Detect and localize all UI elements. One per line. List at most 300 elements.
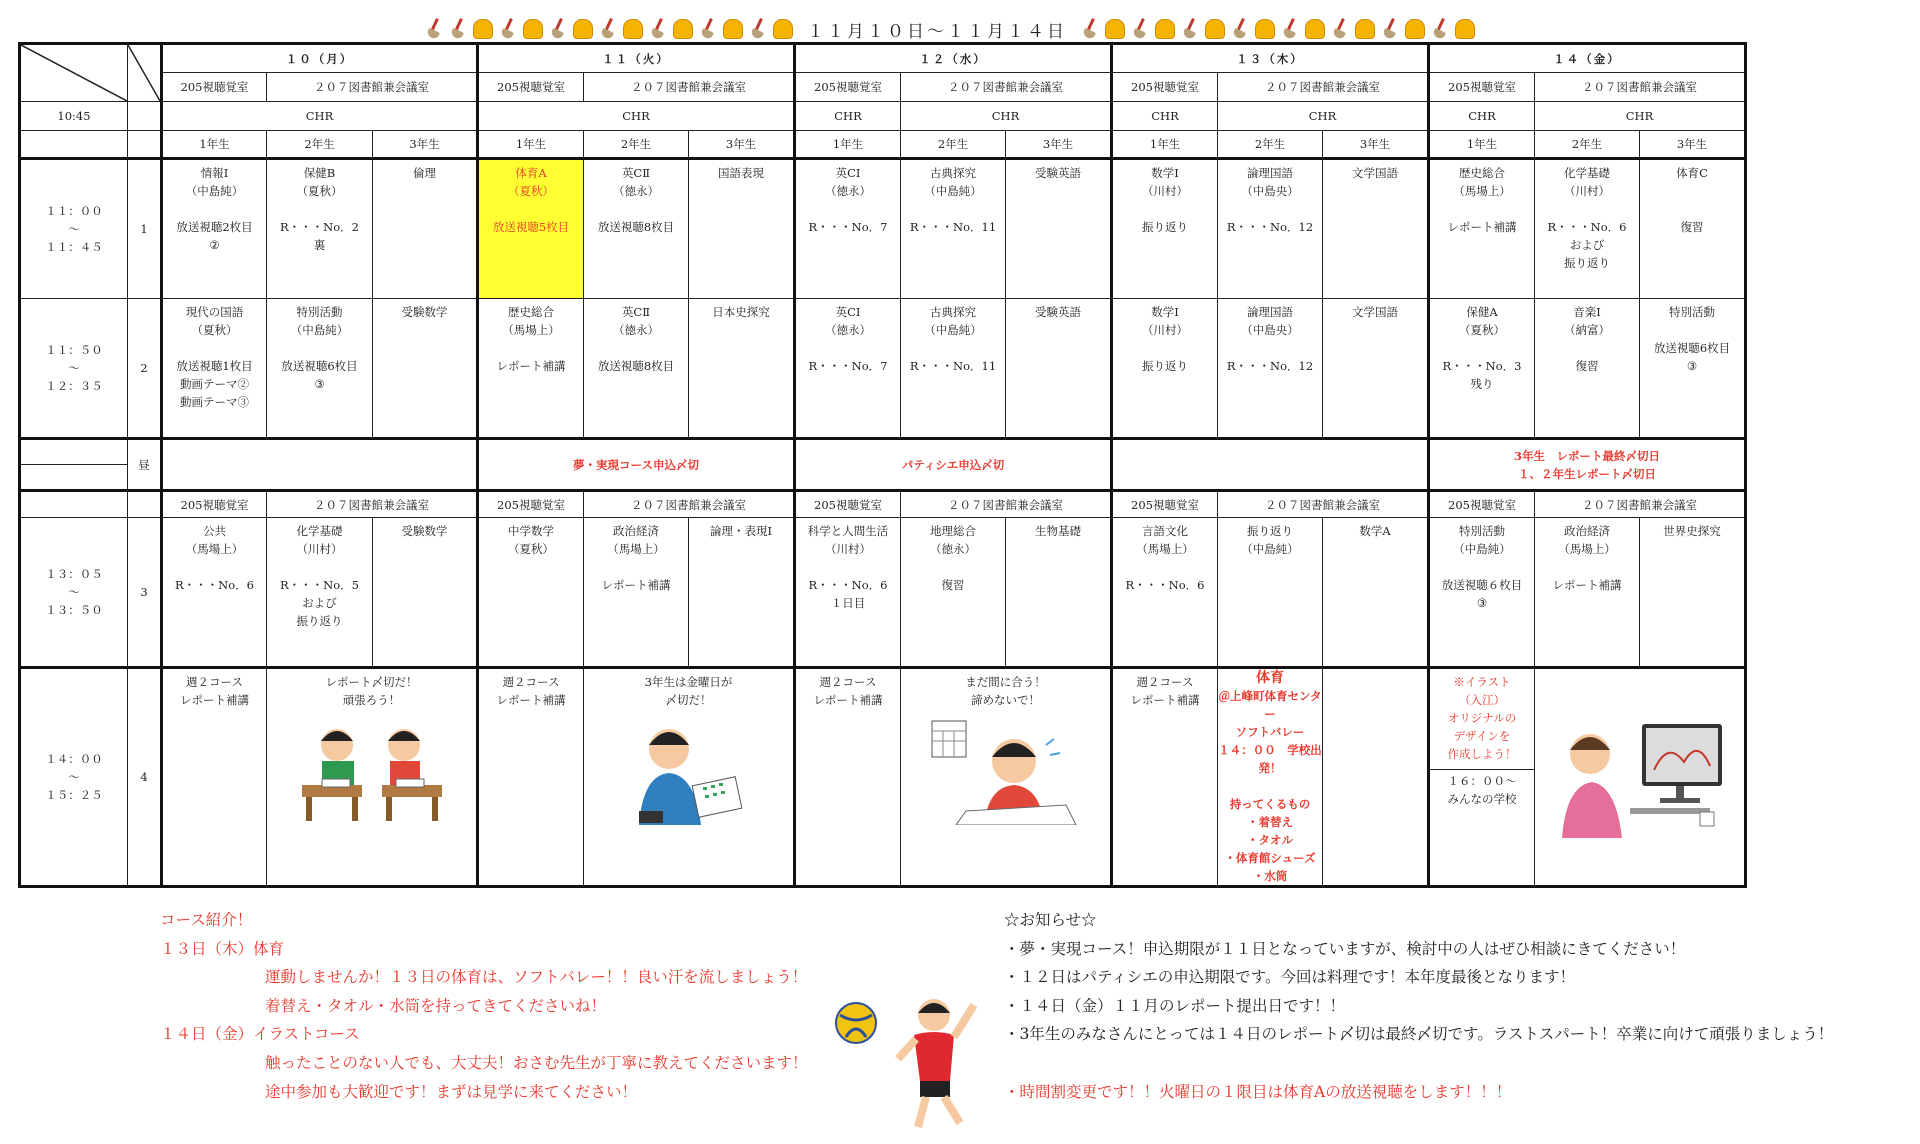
room-header: ２０７図書館兼会議室 bbox=[1218, 73, 1429, 102]
broom-icon bbox=[749, 18, 767, 40]
lesson-line bbox=[796, 200, 900, 218]
lesson-line bbox=[1113, 339, 1217, 357]
broom-icon bbox=[599, 18, 617, 40]
chr-cell: CHR bbox=[1535, 102, 1746, 131]
lesson-line: R・・・No．11 bbox=[909, 220, 997, 234]
broom-icon bbox=[549, 18, 567, 40]
lesson-line: 動画テーマ② bbox=[180, 377, 249, 391]
notice-item-important: ・時間割変更です！！火曜日の１限目は体育Aの放送視聴をします！！！ bbox=[1004, 1082, 1512, 1101]
bell-icon bbox=[473, 19, 493, 39]
room-header: 205視聴覚室 bbox=[1429, 491, 1535, 518]
course-line: レポート補講 bbox=[1130, 693, 1200, 707]
p4-message-tue bbox=[584, 668, 795, 887]
lesson-line: 古典探究 bbox=[930, 166, 976, 180]
lesson-line: 保健A bbox=[1466, 305, 1498, 319]
lesson-cell bbox=[1323, 159, 1429, 299]
lesson-line: 言語文化 bbox=[1142, 524, 1188, 538]
p4-illust-fri bbox=[1429, 668, 1535, 887]
notice-item: ・１４日（金）１１月のレポート提出日です！！ bbox=[1004, 996, 1346, 1015]
bell-icon bbox=[1205, 19, 1225, 39]
lunch-note-fri bbox=[1429, 439, 1746, 491]
lesson-cell bbox=[373, 518, 478, 668]
lesson-line: 化学基礎 bbox=[296, 524, 343, 538]
pe-line: １４：００ 学校出発！ bbox=[1218, 743, 1322, 775]
lesson-line: 地理総合 bbox=[930, 524, 976, 538]
lesson-cell bbox=[1218, 159, 1323, 299]
time-start: １１：００ bbox=[45, 204, 103, 218]
lesson-cell bbox=[267, 299, 373, 439]
lesson-line: 論理国語 bbox=[1247, 305, 1293, 319]
diagonal-line bbox=[21, 45, 127, 101]
pe-line: ・着替え bbox=[1247, 815, 1293, 829]
lesson-cell bbox=[1006, 299, 1112, 439]
lesson-line: 英CⅡ bbox=[621, 166, 651, 180]
lesson-line: 現代の国語 bbox=[185, 305, 244, 319]
lesson-line: 振り返り bbox=[1247, 524, 1293, 538]
pe-line: ソフトバレー bbox=[1235, 725, 1305, 739]
notice-item: ・１２日はパティシエの申込期限です。今回は料理です！本年度最後となります！ bbox=[1004, 968, 1576, 987]
bell-icon bbox=[1105, 19, 1125, 39]
lesson-line: 体育C bbox=[1676, 166, 1708, 180]
lesson-cell bbox=[1112, 299, 1218, 439]
notice-title: ☆お知らせ☆ bbox=[1004, 911, 1097, 929]
time-sep: 〜 bbox=[68, 361, 80, 375]
empty-cell bbox=[20, 131, 128, 159]
lesson-line: 中学数学 bbox=[508, 524, 554, 538]
pe-line: ＠上峰町体育センター bbox=[1218, 689, 1322, 721]
p4-pe-info-thu bbox=[1218, 668, 1323, 887]
lesson-cell bbox=[901, 518, 1006, 668]
lesson-cell bbox=[1535, 299, 1640, 439]
time-sep: 〜 bbox=[68, 585, 80, 599]
course-line: 週２コース bbox=[1136, 675, 1194, 689]
p4-message-wed bbox=[901, 668, 1112, 887]
lesson-line: 放送視聴6枚目 bbox=[1653, 341, 1731, 355]
notice-item: ・3年生のみなさんにとっては１４日のレポート〆切は最終〆切です。ラストスパート！卒業に向けて頑張りましょう！ bbox=[1004, 1025, 1834, 1044]
intro-line: 着替え・タオル・水筒を持ってきてくださいね！ bbox=[265, 996, 607, 1015]
bell-icon bbox=[1455, 19, 1475, 39]
lesson-line: R・・・No．5 bbox=[280, 578, 359, 592]
p4-course-mon bbox=[162, 668, 267, 887]
empty-cell bbox=[20, 491, 128, 518]
empty-cell bbox=[20, 439, 128, 465]
lesson-cell bbox=[689, 159, 795, 299]
lesson-line bbox=[479, 339, 583, 357]
lesson-cell bbox=[795, 518, 901, 668]
lesson-line: ③ bbox=[314, 377, 325, 391]
grade-header: 3年生 bbox=[689, 131, 795, 159]
intro-line: 途中参加も大歓迎です！まずは見学に来てください！ bbox=[265, 1082, 638, 1101]
lesson-cell bbox=[795, 299, 901, 439]
lesson-line: （中島純） bbox=[1241, 542, 1299, 556]
lesson-cell bbox=[1640, 159, 1746, 299]
lesson-line: 受験英語 bbox=[1035, 305, 1081, 319]
lesson-line: 日本史探究 bbox=[712, 305, 770, 319]
lunch-note-fri-1: 3年生 レポート最終〆切日 bbox=[1513, 448, 1660, 463]
broom-icon bbox=[699, 18, 717, 40]
p4-course-thu bbox=[1112, 668, 1218, 887]
period-number: 2 bbox=[128, 299, 162, 439]
intro-line: 運動しませんか！１３日の体育は、ソフトバレー！！良い汗を流しましょう！ bbox=[265, 968, 808, 987]
lesson-line: 文学国語 bbox=[1352, 305, 1398, 319]
chr-cell: CHR bbox=[1112, 102, 1218, 131]
grade-header: 2年生 bbox=[1218, 131, 1323, 159]
intro-title: コース紹介！ bbox=[160, 911, 253, 929]
lesson-line: （徳永） bbox=[613, 323, 659, 337]
time-sep: 〜 bbox=[68, 770, 80, 784]
lesson-line: 化学基礎 bbox=[1564, 166, 1610, 180]
course-introduction bbox=[160, 906, 808, 1106]
broom-icon bbox=[449, 18, 467, 40]
lesson-cell bbox=[1323, 299, 1429, 439]
lesson-line: 政治経済 bbox=[613, 524, 659, 538]
lesson-line: 復習 bbox=[1680, 220, 1704, 234]
lesson-line bbox=[901, 200, 1005, 218]
lesson-cell bbox=[1218, 299, 1323, 439]
room-header: ２０７図書館兼会議室 bbox=[267, 73, 478, 102]
lesson-line: ③ bbox=[1686, 359, 1698, 373]
lesson-line: （徳永） bbox=[930, 542, 976, 556]
lesson-cell bbox=[901, 299, 1006, 439]
room-header: 205視聴覚室 bbox=[1429, 73, 1535, 102]
lesson-cell bbox=[1323, 518, 1429, 668]
lesson-line: 受験数学 bbox=[401, 305, 448, 319]
room-header: 205視聴覚室 bbox=[162, 491, 267, 518]
lesson-line: （中島央） bbox=[1241, 184, 1299, 198]
lesson-line bbox=[1640, 321, 1744, 339]
room-header: ２０７図書館兼会議室 bbox=[901, 491, 1112, 518]
grade-header: 3年生 bbox=[373, 131, 478, 159]
lesson-line: （夏秋） bbox=[1459, 323, 1505, 337]
lesson-line: 体育A bbox=[515, 166, 547, 180]
lesson-line bbox=[1113, 200, 1217, 218]
lesson-line: 歴史総合 bbox=[1459, 166, 1505, 180]
lesson-cell bbox=[689, 299, 795, 439]
lesson-cell bbox=[267, 159, 373, 299]
lesson-line: レポート補講 bbox=[1447, 220, 1517, 234]
message-line: 諦めないで！ bbox=[971, 693, 1040, 707]
intro-day14: １４日（金）イラストコース bbox=[160, 1025, 360, 1044]
broom-icon bbox=[425, 18, 443, 40]
lesson-line: 文学国語 bbox=[1352, 166, 1398, 180]
lesson-line: レポート補講 bbox=[1552, 578, 1622, 592]
grade-header: 3年生 bbox=[1006, 131, 1112, 159]
illust-line: （入江） bbox=[1459, 693, 1505, 707]
lesson-line bbox=[479, 200, 583, 218]
lesson-line bbox=[584, 200, 688, 218]
broom-icon bbox=[1081, 18, 1099, 40]
lesson-line: R・・・No．6 bbox=[1125, 578, 1205, 592]
lesson-line bbox=[1535, 339, 1639, 357]
lesson-line bbox=[1113, 558, 1217, 576]
chr-cell: CHR bbox=[795, 102, 901, 131]
lesson-line: 放送視聴６枚目 bbox=[1441, 578, 1523, 592]
lesson-line: R・・・No．12 bbox=[1226, 359, 1314, 373]
lesson-cell bbox=[584, 518, 689, 668]
lesson-cell bbox=[901, 159, 1006, 299]
lesson-line bbox=[267, 558, 372, 576]
pe-line: ・水筒 bbox=[1252, 869, 1288, 883]
time-end: １１：４５ bbox=[45, 240, 103, 254]
lesson-line: （夏秋） bbox=[191, 323, 238, 337]
lesson-cell bbox=[1218, 518, 1323, 668]
lesson-line: （馬場上） bbox=[185, 542, 244, 556]
empty-cell bbox=[1323, 668, 1429, 887]
lesson-line bbox=[1535, 200, 1639, 218]
period-number: 4 bbox=[128, 668, 162, 887]
lesson-cell bbox=[1535, 518, 1640, 668]
lesson-line: R・・・No．7 bbox=[808, 220, 888, 234]
lesson-line: （徳永） bbox=[825, 323, 871, 337]
lesson-line bbox=[1218, 200, 1322, 218]
time-end: １３：５０ bbox=[45, 603, 103, 617]
broom-icon bbox=[1331, 18, 1349, 40]
corner-cell bbox=[20, 44, 128, 102]
lesson-line bbox=[1430, 200, 1534, 218]
notices bbox=[1004, 906, 1833, 1106]
pe-line: ・体育館シューズ bbox=[1224, 851, 1316, 865]
empty-cell bbox=[128, 491, 162, 518]
grade-header: 2年生 bbox=[1535, 131, 1640, 159]
lesson-line: 音楽Ⅰ bbox=[1573, 305, 1601, 319]
lesson-line: 政治経済 bbox=[1564, 524, 1610, 538]
bell-icon bbox=[573, 19, 593, 39]
course-line: レポート補講 bbox=[496, 693, 566, 707]
empty-cell bbox=[20, 465, 128, 491]
lesson-line bbox=[584, 339, 688, 357]
lesson-cell bbox=[795, 159, 901, 299]
period-time bbox=[20, 299, 128, 439]
room-header: 205視聴覚室 bbox=[1112, 491, 1218, 518]
lesson-line: 情報Ⅰ bbox=[200, 166, 229, 180]
lesson-line: R・・・No．7 bbox=[808, 359, 888, 373]
lesson-line bbox=[267, 339, 372, 357]
lesson-line: （馬場上） bbox=[1136, 542, 1194, 556]
lesson-line: 国語表現 bbox=[718, 166, 764, 180]
grade-header: 3年生 bbox=[1323, 131, 1429, 159]
grade-header: 1年生 bbox=[162, 131, 267, 159]
lesson-cell bbox=[584, 299, 689, 439]
person-drawing-on-computer-illustration bbox=[1550, 710, 1730, 840]
lesson-line: １日目 bbox=[830, 596, 866, 610]
lesson-line: 数学Ⅰ bbox=[1151, 305, 1179, 319]
message-line: 3年生は金曜日が bbox=[644, 675, 733, 689]
chr-cell: CHR bbox=[1218, 102, 1429, 131]
lesson-line: 特別活動 bbox=[1459, 524, 1505, 538]
lesson-line bbox=[796, 339, 900, 357]
lesson-cell bbox=[1006, 518, 1112, 668]
lesson-line: （徳永） bbox=[613, 184, 659, 198]
lesson-line: 公共 bbox=[203, 524, 226, 538]
timetable bbox=[18, 42, 1747, 888]
bell-icon bbox=[1255, 19, 1275, 39]
lesson-cell-highlighted bbox=[478, 159, 584, 299]
lesson-line: レポート補講 bbox=[496, 359, 566, 373]
lunch-note-fri-2: １、２年生レポート〆切日 bbox=[1518, 466, 1656, 481]
bell-icon bbox=[723, 19, 743, 39]
lesson-line: 振り返り bbox=[1564, 256, 1610, 270]
grade-header: 1年生 bbox=[1112, 131, 1218, 159]
day-header-mon: １０（月） bbox=[162, 44, 478, 73]
intro-day13: １３日（木）体育 bbox=[160, 939, 285, 958]
lesson-cell bbox=[1640, 299, 1746, 439]
lesson-line: R・・・No．3 bbox=[1442, 359, 1522, 373]
lesson-line: （川村） bbox=[1142, 323, 1188, 337]
period-number: 3 bbox=[128, 518, 162, 668]
lesson-line bbox=[1430, 558, 1534, 576]
lesson-line: R・・・No．12 bbox=[1226, 220, 1314, 234]
lesson-cell bbox=[1429, 159, 1535, 299]
p4-course-tue bbox=[478, 668, 584, 887]
lesson-line: 英CⅠ bbox=[835, 305, 861, 319]
time-sep: 〜 bbox=[68, 222, 80, 236]
lesson-cell bbox=[1640, 518, 1746, 668]
room-header: 205視聴覚室 bbox=[478, 491, 584, 518]
lesson-cell bbox=[584, 159, 689, 299]
lesson-line bbox=[163, 339, 266, 357]
period-time bbox=[20, 668, 128, 887]
lesson-cell bbox=[478, 299, 584, 439]
lesson-line: 振り返り bbox=[1142, 359, 1188, 373]
lesson-cell bbox=[1112, 518, 1218, 668]
message-line: 頑張ろう！ bbox=[342, 693, 401, 707]
lesson-line bbox=[163, 558, 266, 576]
lunch-label: 昼 bbox=[128, 439, 162, 491]
lesson-line: ② bbox=[209, 238, 220, 252]
day-header-fri: １４（金） bbox=[1429, 44, 1746, 73]
lesson-line: R・・・No．2 bbox=[280, 220, 359, 234]
course-line: レポート補講 bbox=[180, 693, 249, 707]
corner-cell-2 bbox=[128, 44, 162, 102]
intro-line: 触ったことのない人でも、大丈夫！おさむ先生が丁寧に教えてくださいます！ bbox=[265, 1053, 808, 1072]
lesson-line: R・・・No．6 bbox=[175, 578, 254, 592]
lesson-line: （馬場上） bbox=[1558, 542, 1616, 556]
lesson-line: 特別活動 bbox=[296, 305, 343, 319]
lesson-line: （川村） bbox=[296, 542, 343, 556]
course-line: 週２コース bbox=[819, 675, 877, 689]
lesson-line: 放送視聴5枚目 bbox=[492, 220, 570, 234]
lesson-line: （中島純） bbox=[924, 184, 982, 198]
student-writing-illustration bbox=[609, 715, 769, 825]
lunch-note-wed: パティシエ申込〆切 bbox=[795, 439, 1112, 491]
chr-cell: CHR bbox=[1429, 102, 1535, 131]
broom-icon bbox=[1431, 18, 1449, 40]
illust-line: デザインを bbox=[1453, 729, 1511, 743]
message-line: まだ間に合う！ bbox=[965, 675, 1046, 689]
lesson-cell bbox=[1006, 159, 1112, 299]
title-banner bbox=[320, 14, 1580, 44]
lesson-cell bbox=[1429, 299, 1535, 439]
broom-icon bbox=[649, 18, 667, 40]
lesson-cell bbox=[162, 299, 267, 439]
lesson-line: 残り bbox=[1470, 377, 1494, 391]
lesson-cell bbox=[1112, 159, 1218, 299]
bell-icon bbox=[673, 19, 693, 39]
day-header-wed: １２（水） bbox=[795, 44, 1112, 73]
volleyball-player-illustration bbox=[834, 985, 984, 1135]
room-header: ２０７図書館兼会議室 bbox=[584, 491, 795, 518]
notice-item: ・夢・実現コース！申込期限が１１日となっていますが、検討中の人はぜひ相談にきてください！ bbox=[1004, 939, 1686, 958]
lesson-line: （中島純） bbox=[185, 184, 244, 198]
p4-course-wed bbox=[795, 668, 901, 887]
lesson-line: 科学と人間生活 bbox=[807, 524, 889, 538]
fri-time-line: みんなの学校 bbox=[1447, 792, 1517, 806]
lesson-line: R・・・No．6 bbox=[1547, 220, 1627, 234]
lesson-line: （中島央） bbox=[1241, 323, 1299, 337]
page-title: １１月１０日〜１１月１４日 bbox=[807, 21, 1067, 42]
lesson-line: （川村） bbox=[825, 542, 871, 556]
room-header: ２０７図書館兼会議室 bbox=[267, 491, 478, 518]
lesson-line: （夏秋） bbox=[296, 184, 343, 198]
empty-cell bbox=[128, 102, 162, 131]
lesson-line bbox=[1535, 558, 1639, 576]
lesson-line: 裏 bbox=[313, 238, 326, 252]
chr-time: 10:45 bbox=[20, 102, 128, 131]
pe-line: 体育 bbox=[1256, 670, 1284, 686]
room-header: ２０７図書館兼会議室 bbox=[901, 73, 1112, 102]
bell-icon bbox=[623, 19, 643, 39]
grade-header: 1年生 bbox=[795, 131, 901, 159]
lesson-line: （夏秋） bbox=[508, 542, 554, 556]
grade-header: 1年生 bbox=[478, 131, 584, 159]
lesson-line: （川村） bbox=[1142, 184, 1188, 198]
diagonal-line bbox=[128, 45, 160, 101]
day-header-tue: １１（火） bbox=[478, 44, 795, 73]
lesson-line: レポート補講 bbox=[601, 578, 671, 592]
lesson-line: 世界史探究 bbox=[1663, 524, 1721, 538]
lesson-line: 歴史総合 bbox=[508, 305, 554, 319]
lesson-line: （中島純） bbox=[290, 323, 349, 337]
lesson-line: 論理国語 bbox=[1247, 166, 1293, 180]
lesson-cell bbox=[373, 299, 478, 439]
lesson-line: （中島純） bbox=[1453, 542, 1511, 556]
room-header: 205視聴覚室 bbox=[795, 73, 901, 102]
lesson-line bbox=[1218, 339, 1322, 357]
room-header: 205視聴覚室 bbox=[795, 491, 901, 518]
lesson-line: 生物基礎 bbox=[1035, 524, 1081, 538]
lesson-cell bbox=[1429, 518, 1535, 668]
pe-line bbox=[1218, 777, 1322, 795]
lesson-line: および bbox=[302, 596, 337, 610]
day-header-thu: １３（木） bbox=[1112, 44, 1429, 73]
broom-icon bbox=[1181, 18, 1199, 40]
lesson-line: 倫理 bbox=[413, 166, 436, 180]
lesson-cell bbox=[162, 159, 267, 299]
course-line: 週２コース bbox=[186, 675, 243, 689]
illustrator-illustration-cell bbox=[1535, 668, 1746, 887]
lesson-line: （徳永） bbox=[825, 184, 871, 198]
lesson-cell bbox=[267, 518, 373, 668]
lesson-line: （川村） bbox=[1564, 184, 1610, 198]
lesson-line: 放送視聴6枚目 bbox=[281, 359, 358, 373]
room-header: 205視聴覚室 bbox=[478, 73, 584, 102]
lesson-line: 英CⅠ bbox=[835, 166, 861, 180]
lesson-line bbox=[584, 558, 688, 576]
room-header: ２０７図書館兼会議室 bbox=[1535, 491, 1746, 518]
bell-icon bbox=[1355, 19, 1375, 39]
lesson-line: 放送視聴8枚目 bbox=[597, 359, 675, 373]
lesson-line bbox=[1640, 200, 1744, 218]
lesson-line: 受験数学 bbox=[401, 524, 448, 538]
notice-spacer bbox=[1004, 1049, 1833, 1078]
students-studying-illustration bbox=[292, 715, 452, 825]
lesson-line: ③ bbox=[1476, 596, 1488, 610]
lesson-line: 復習 bbox=[941, 578, 965, 592]
lesson-line bbox=[1430, 339, 1534, 357]
chr-cell: CHR bbox=[901, 102, 1112, 131]
illust-line: 作成しよう！ bbox=[1447, 747, 1517, 761]
lesson-line: 英CⅡ bbox=[621, 305, 651, 319]
